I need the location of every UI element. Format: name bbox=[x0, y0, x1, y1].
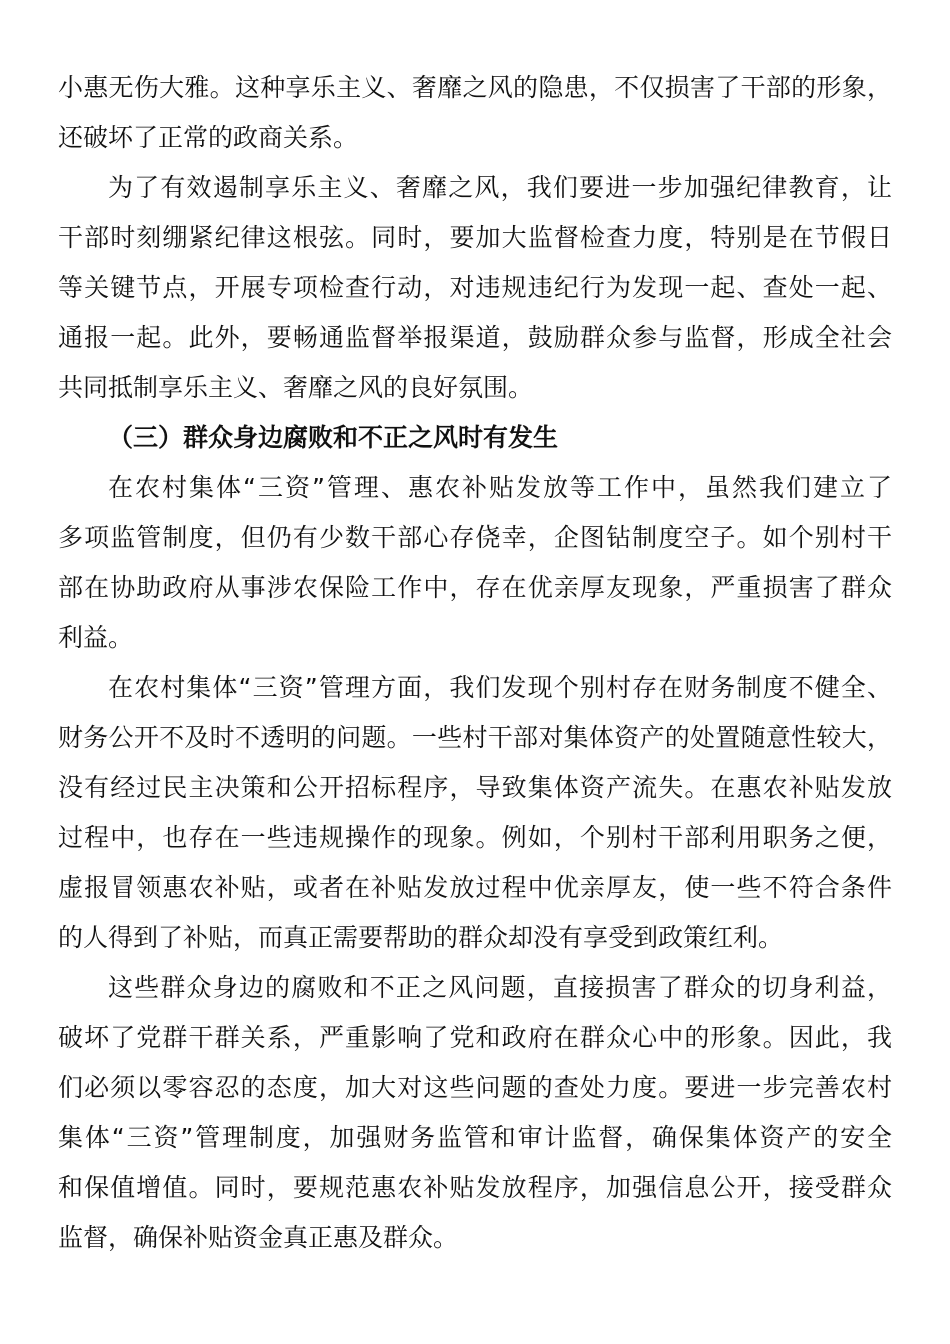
text-line: 没有经过民主决策和公开招标程序，导致集体资产流失。在惠农补贴发放 bbox=[58, 773, 892, 802]
text-line: 小惠无伤大雅。这种享乐主义、奢靡之风的隐患，不仅损害了干部的形象， bbox=[58, 73, 892, 102]
text-line: 破坏了党群干群关系，严重影响了党和政府在群众心中的形象。因此，我 bbox=[58, 1023, 892, 1052]
section-heading: （三）群众身边腐败和不正之风时有发生 bbox=[108, 423, 559, 452]
text-line: 的人得到了补贴，而真正需要帮助的群众却没有享受到政策红利。 bbox=[58, 923, 784, 952]
text-line: 等关键节点，开展专项检查行动，对违规违纪行为发现一起、查处一起、 bbox=[58, 273, 892, 302]
text-line: 利益。 bbox=[58, 623, 134, 652]
text-line: 和保值增值。同时，要规范惠农补贴发放程序，加强信息公开，接受群众 bbox=[58, 1173, 892, 1202]
text-line: 监督，确保补贴资金真正惠及群众。 bbox=[58, 1223, 459, 1252]
text-line: 干部时刻绷紧纪律这根弦。同时，要加大监督检查力度，特别是在节假日 bbox=[58, 223, 892, 252]
text-line: 多项监管制度，但仍有少数干部心存侥幸，企图钻制度空子。如个别村干 bbox=[58, 523, 892, 552]
text-line: 通报一起。此外，要畅通监督举报渠道，鼓励群众参与监督，形成全社会 bbox=[58, 323, 892, 352]
text-line: 过程中，也存在一些违规操作的现象。例如，个别村干部利用职务之便， bbox=[58, 823, 892, 852]
text-line: 共同抵制享乐主义、奢靡之风的良好氛围。 bbox=[58, 373, 534, 402]
paragraph-first-line: 在农村集体“三资”管理方面，我们发现个别村存在财务制度不健全、 bbox=[108, 673, 892, 702]
text-line: 虚报冒领惠农补贴，或者在补贴发放过程中优亲厚友，使一些不符合条件 bbox=[58, 873, 892, 902]
text-line: 们必须以零容忍的态度，加大对这些问题的查处力度。要进一步完善农村 bbox=[58, 1073, 892, 1102]
paragraph-first-line: 为了有效遏制享乐主义、奢靡之风，我们要进一步加强纪律教育，让 bbox=[108, 173, 892, 202]
paragraph-first-line: 在农村集体“三资”管理、惠农补贴发放等工作中，虽然我们建立了 bbox=[108, 473, 892, 502]
text-line: 财务公开不及时不透明的问题。一些村干部对集体资产的处置随意性较大， bbox=[58, 723, 892, 752]
text-line: 还破坏了正常的政商关系。 bbox=[58, 123, 359, 152]
text-line: 集体“三资”管理制度，加强财务监管和审计监督，确保集体资产的安全 bbox=[58, 1123, 892, 1152]
paragraph-first-line: 这些群众身边的腐败和不正之风问题，直接损害了群众的切身利益， bbox=[108, 973, 892, 1002]
text-line: 部在协助政府从事涉农保险工作中，存在优亲厚友现象，严重损害了群众 bbox=[58, 573, 892, 602]
